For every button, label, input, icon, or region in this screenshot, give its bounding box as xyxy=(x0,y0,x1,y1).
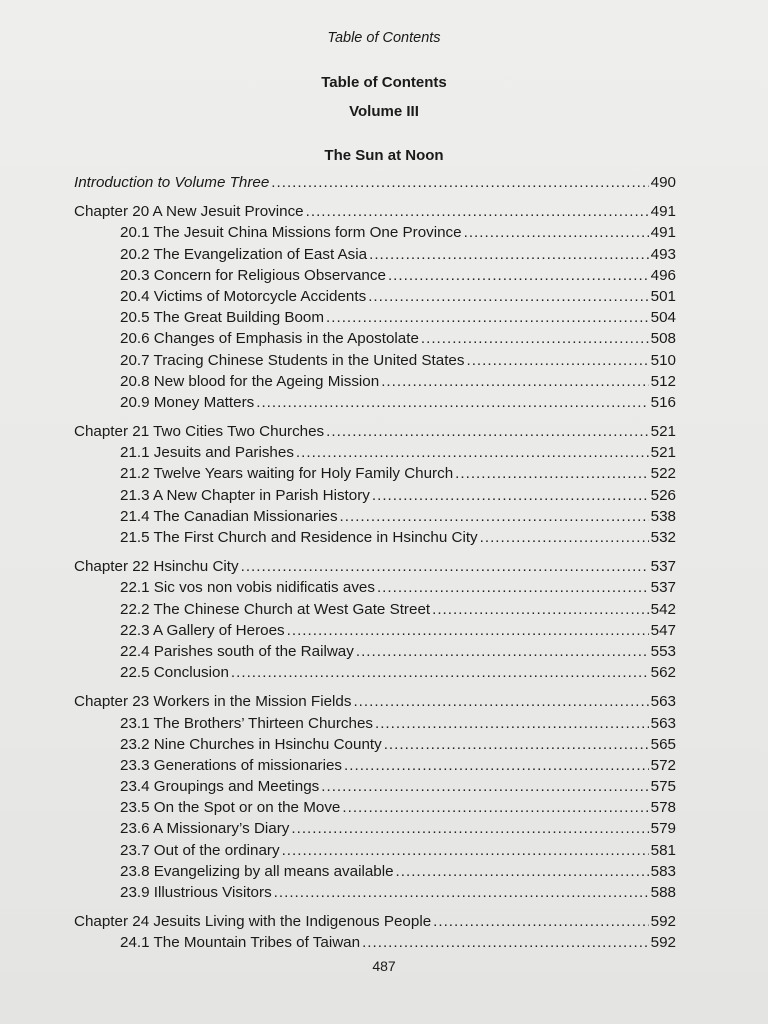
toc-entry-text: Chapter 20 A New Jesuit Province xyxy=(74,203,304,221)
toc-entry-text: 21.2 Twelve Years waiting for Holy Family Church xyxy=(120,465,454,483)
toc-entry-text: 20.8 New blood for the Ageing Mission xyxy=(120,372,380,390)
toc-entry-page: 575 xyxy=(650,778,676,796)
toc-entry-page: 563 xyxy=(650,714,676,732)
toc-section xyxy=(74,755,676,776)
toc-chapter xyxy=(74,201,676,222)
toc-entry-text: Chapter 22 Hsinchu City xyxy=(74,558,239,576)
toc-entry-page: 583 xyxy=(650,862,676,880)
toc-entry-page: 512 xyxy=(650,372,676,390)
toc-section xyxy=(74,265,676,286)
toc-entry-page: 501 xyxy=(650,287,676,305)
toc-entry-page: 579 xyxy=(650,820,676,838)
toc-entry-text: 20.4 Victims of Motorcycle Accidents xyxy=(120,287,367,305)
toc-section xyxy=(74,392,676,413)
toc-section xyxy=(74,641,676,662)
toc-entry-text: 23.5 On the Spot or on the Move xyxy=(120,799,341,817)
toc-section xyxy=(74,882,676,903)
toc-entry-text: 23.8 Evangelizing by all means available xyxy=(120,862,394,880)
toc-entry-page: 490 xyxy=(650,174,676,191)
toc-entry-text: 20.9 Money Matters xyxy=(120,393,255,411)
toc-section xyxy=(74,776,676,797)
toc-section xyxy=(74,222,676,243)
toc-section xyxy=(74,713,676,734)
toc-section xyxy=(74,932,676,953)
toc-entry-text: 20.2 The Evangelization of East Asia xyxy=(120,245,368,263)
toc-entry-text: 22.5 Conclusion xyxy=(120,664,229,682)
toc-chapter xyxy=(74,556,676,577)
toc-entry-text: 23.4 Groupings and Meetings xyxy=(120,778,320,796)
toc-section xyxy=(74,734,676,755)
toc-entry-text: 20.1 The Jesuit China Missions form One Province xyxy=(120,224,462,242)
toc-chapter xyxy=(74,421,676,442)
toc-entry-text: Chapter 21 Two Cities Two Churches xyxy=(74,423,325,441)
toc-entry-text: 23.1 The Brothers’ Thirteen Churches xyxy=(120,714,373,732)
toc-section xyxy=(74,286,676,307)
toc-entry-text: 20.7 Tracing Chinese Students in the United States xyxy=(120,351,465,369)
toc-entry-page: 493 xyxy=(650,245,676,263)
toc-section xyxy=(74,662,676,683)
toc-section xyxy=(74,463,676,484)
running-head: Table of Contents xyxy=(327,30,441,46)
toc-entry-page: 537 xyxy=(650,579,676,597)
toc-entry-page: 538 xyxy=(650,507,676,525)
toc-entry-intro xyxy=(74,172,676,193)
toc-entry-page: 547 xyxy=(650,621,676,639)
toc-list xyxy=(74,172,676,954)
toc-section xyxy=(74,818,676,839)
toc-entry-page: 526 xyxy=(650,486,676,504)
toc-entry-page: 578 xyxy=(650,799,676,817)
page-title: Table of Contents xyxy=(321,74,447,91)
toc-entry-page: 553 xyxy=(650,642,676,660)
toc-section xyxy=(74,599,676,620)
toc-section xyxy=(74,371,676,392)
part-title: The Sun at Noon xyxy=(324,147,444,164)
toc-entry-text: 23.3 Generations of missionaries xyxy=(120,756,343,774)
toc-entry-page: 508 xyxy=(650,330,676,348)
toc-entry-text: 23.9 Illustrious Visitors xyxy=(120,884,272,901)
toc-entry-page: 491 xyxy=(650,203,676,221)
toc-section xyxy=(74,620,676,641)
toc-entry-text: 21.1 Jesuits and Parishes xyxy=(120,444,294,462)
toc-entry-text: 23.7 Out of the ordinary xyxy=(120,841,280,859)
toc-entry-page: 491 xyxy=(650,224,676,242)
toc-entry-page: 572 xyxy=(650,756,676,774)
toc-section xyxy=(74,797,676,818)
toc-section xyxy=(74,506,676,527)
toc-section xyxy=(74,577,676,598)
toc-entry-page: 581 xyxy=(650,841,676,859)
toc-section xyxy=(74,442,676,463)
toc-entry-text: Chapter 24 Jesuits Living with the Indigenous People xyxy=(74,913,432,931)
toc-entry-page: 516 xyxy=(650,393,676,411)
toc-entry-text: 20.5 The Great Building Boom xyxy=(120,309,325,327)
toc-entry-page: 496 xyxy=(650,266,676,284)
toc-section xyxy=(74,861,676,882)
toc-entry-text: 22.3 A Gallery of Heroes xyxy=(120,621,285,639)
toc-entry-page: 592 xyxy=(650,934,676,952)
toc-entry-text: 21.5 The First Church and Residence in Hsinchu City xyxy=(120,529,478,546)
toc-entry-page: 588 xyxy=(650,884,676,901)
toc-entry-text: 23.2 Nine Churches in Hsinchu County xyxy=(120,735,382,753)
toc-entry-text: 22.4 Parishes south of the Railway xyxy=(120,642,354,660)
toc-entry-page: 532 xyxy=(650,529,676,546)
toc-chapter xyxy=(74,691,676,712)
toc-entry-text: 22.2 The Chinese Church at West Gate Street xyxy=(120,600,431,618)
toc-entry-text: Introduction to Volume Three xyxy=(74,174,270,191)
toc-entry-text: 20.6 Changes of Emphasis in the Apostolate xyxy=(120,330,419,348)
toc-entry-page: 522 xyxy=(650,465,676,483)
toc-section xyxy=(74,350,676,371)
toc-chapter xyxy=(74,911,676,932)
toc-section xyxy=(74,307,676,328)
toc-entry-page: 542 xyxy=(650,600,676,618)
toc-entry-page: 562 xyxy=(650,664,676,682)
toc-entry-text: 22.1 Sic vos non vobis nidificatis aves xyxy=(120,579,375,597)
toc-section xyxy=(74,840,676,861)
toc-entry-page: 565 xyxy=(650,735,676,753)
volume-title: Volume III xyxy=(349,103,419,120)
toc-entry-text: 21.4 The Canadian Missionaries xyxy=(120,507,338,525)
toc-entry-text: 21.3 A New Chapter in Parish History xyxy=(120,486,370,504)
toc-entry-page: 510 xyxy=(650,351,676,369)
toc-section xyxy=(74,244,676,265)
toc-entry-text: Chapter 23 Workers in the Mission Fields xyxy=(74,693,352,711)
toc-entry-page: 504 xyxy=(650,309,676,327)
toc-entry-page: 592 xyxy=(650,913,676,931)
toc-section xyxy=(74,328,676,349)
toc-entry-text: 24.1 The Mountain Tribes of Taiwan xyxy=(120,934,361,952)
page-number: 487 xyxy=(372,958,396,974)
toc-entry-page: 563 xyxy=(650,693,676,711)
toc-entry-text: 23.6 A Missionary’s Diary xyxy=(120,820,290,838)
toc-entry-text: 20.3 Concern for Religious Observance xyxy=(120,266,386,284)
toc-section xyxy=(74,485,676,506)
toc-entry-page: 521 xyxy=(650,423,676,441)
toc-section xyxy=(74,527,676,548)
toc-entry-page: 537 xyxy=(650,558,676,576)
toc-entry-page: 521 xyxy=(650,444,676,462)
